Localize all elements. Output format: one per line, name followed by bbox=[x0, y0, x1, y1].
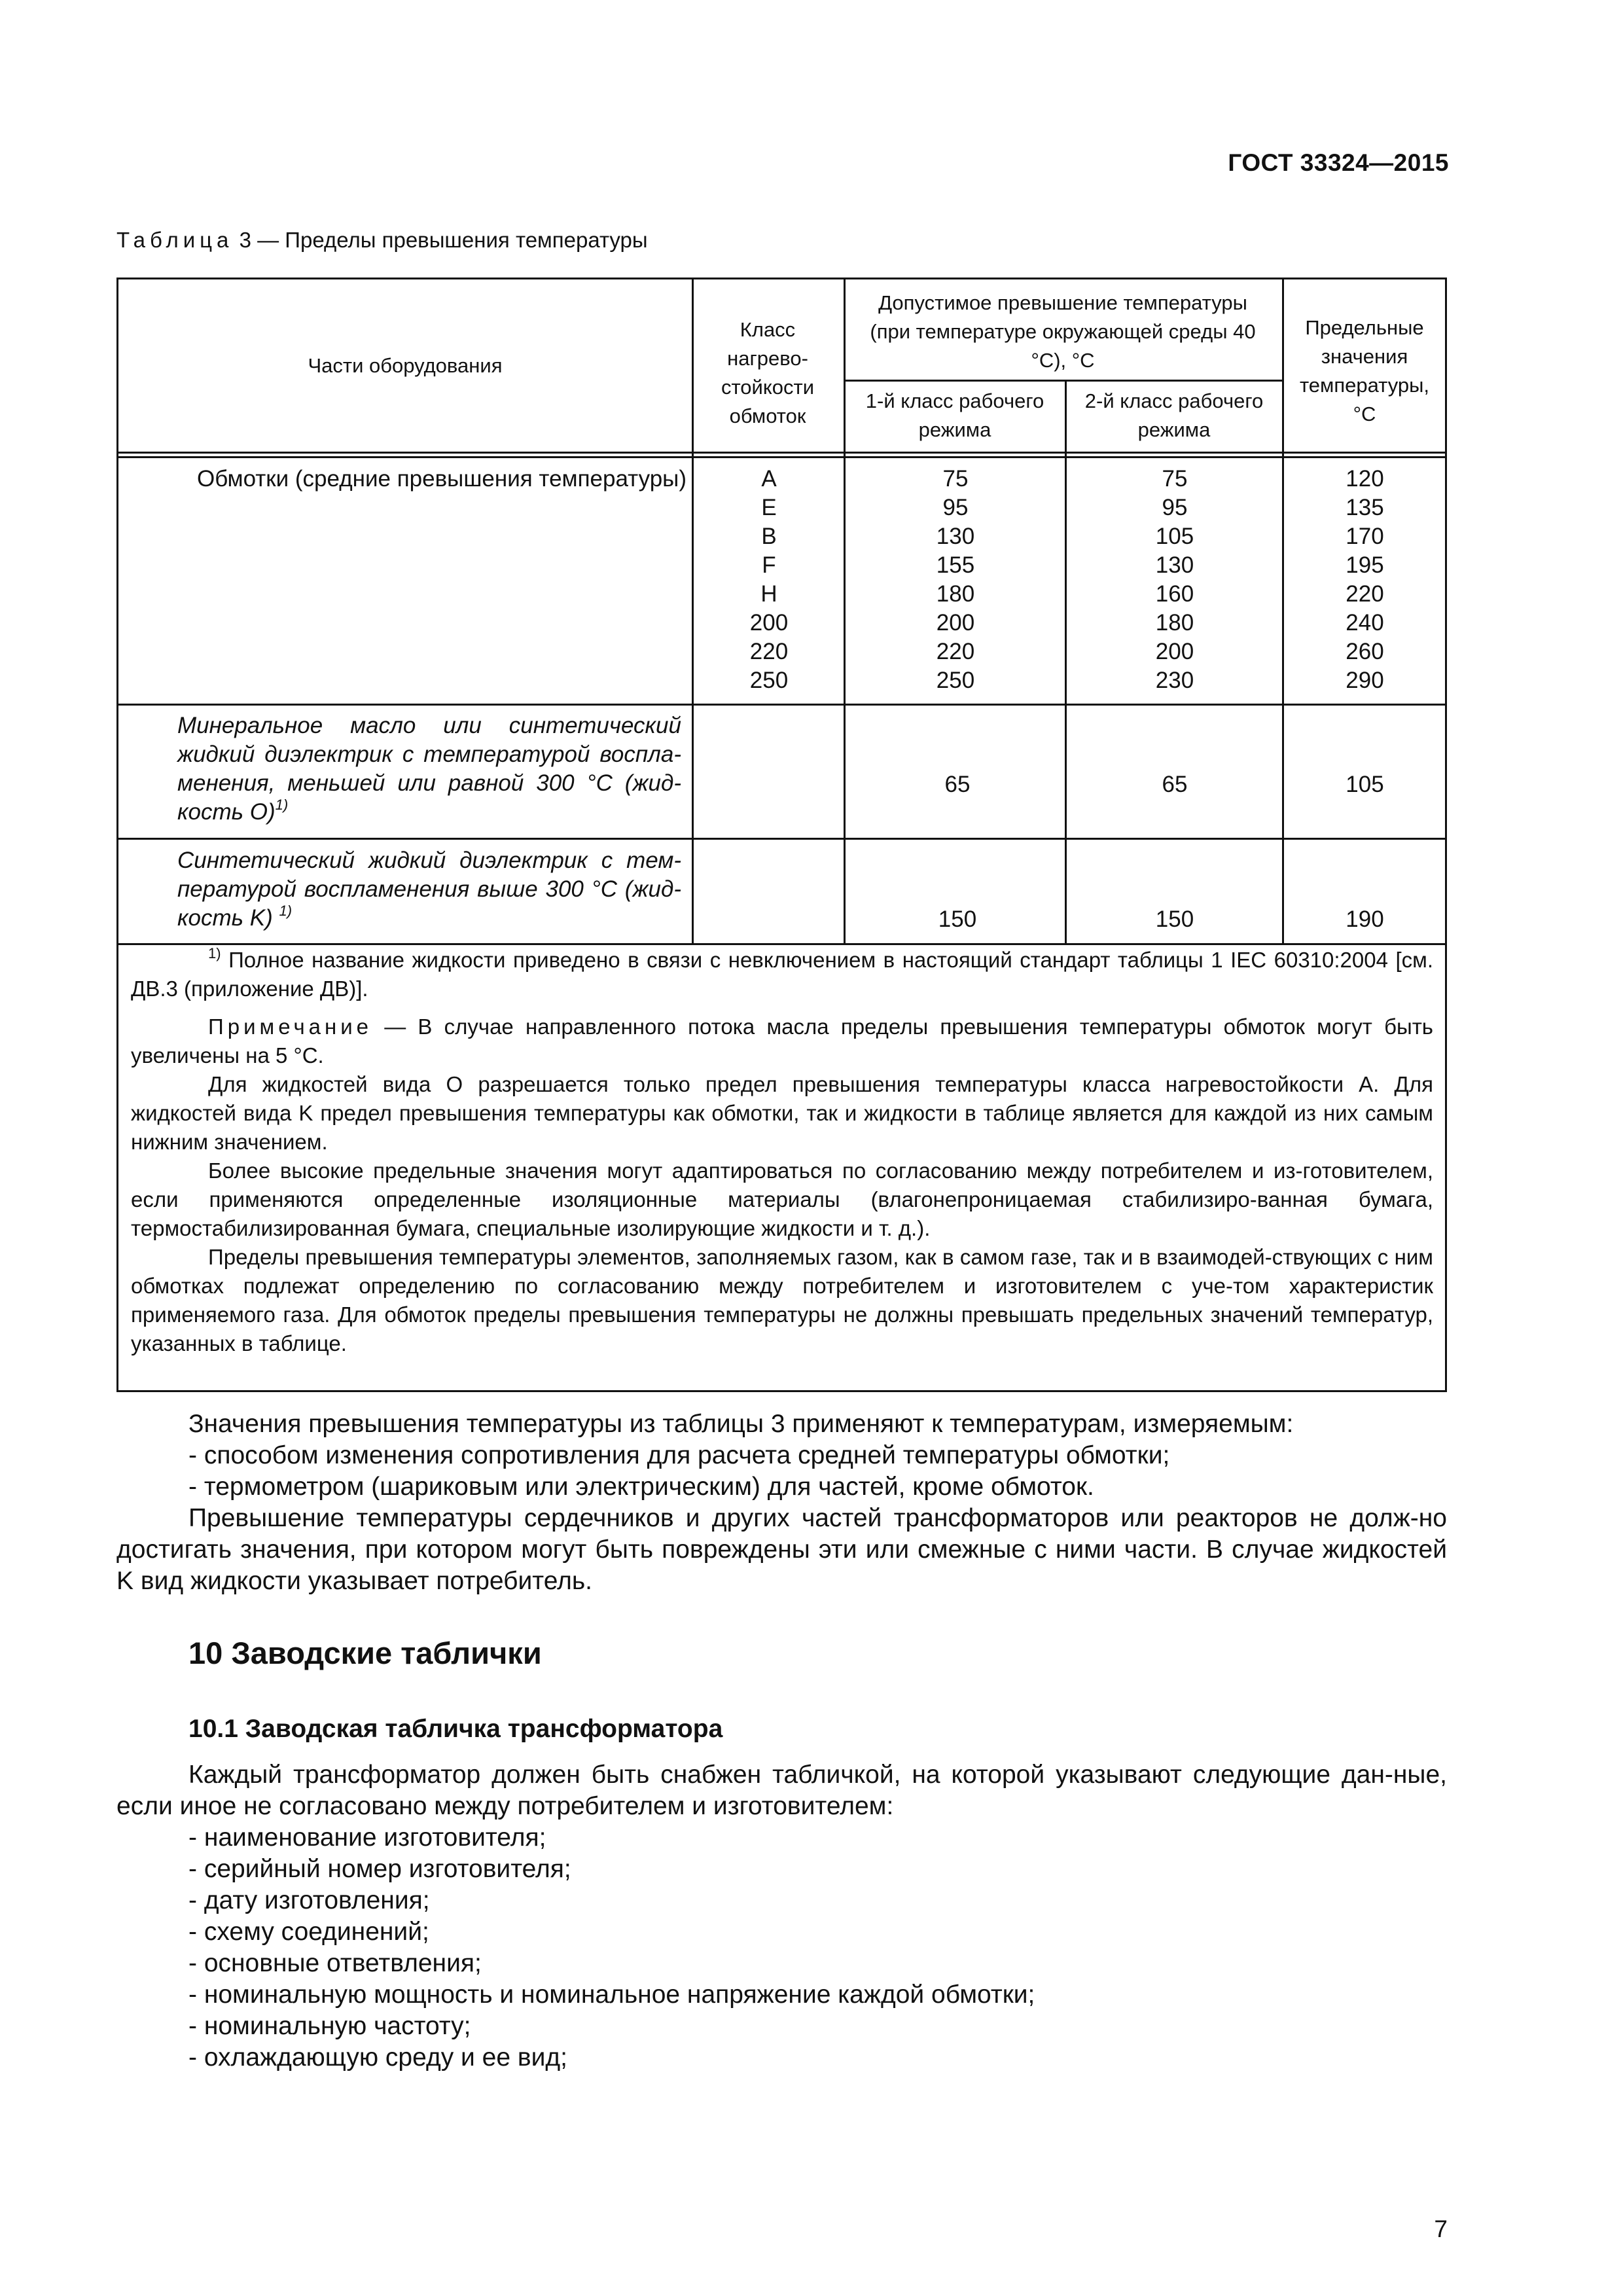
header-parts: Части оборудования bbox=[308, 354, 503, 377]
row1-classes bbox=[694, 465, 844, 695]
row1-mode2 bbox=[1067, 465, 1282, 695]
header-class: Класс нагрево-стойкости обмоток bbox=[721, 318, 815, 427]
row2-label-text: Минеральное масло или синтетический жидкий диэлектрик с температурой воспла-менения, меньшей или равной 300 °C (жид-кость О) bbox=[177, 713, 681, 825]
row2-limits: 105 bbox=[1346, 772, 1384, 797]
value: 170 bbox=[1346, 524, 1384, 549]
list-item: - термометром (шариковым или электрическим) для частей, кроме обмоток. bbox=[188, 1473, 1094, 1501]
col-divider bbox=[692, 279, 694, 943]
body-paragraph: Значения превышения температуры из таблицы 3 применяют к температурам, измеряемым: bbox=[188, 1410, 1294, 1438]
list-item: - номинальную мощность и номинальное напряжение каждой обмотки; bbox=[188, 1981, 1035, 2009]
value: H bbox=[760, 581, 777, 607]
value: B bbox=[761, 524, 777, 549]
header-limits: Предельные значения температуры, °C bbox=[1299, 316, 1430, 425]
row2-mode2: 65 bbox=[1162, 772, 1188, 797]
subsection-heading: 10.1 Заводская табличка трансформатора bbox=[188, 1715, 723, 1743]
table-caption bbox=[116, 228, 648, 253]
row3-mode1: 150 bbox=[938, 906, 977, 932]
value: 160 bbox=[1155, 581, 1194, 607]
list-item: - схему соединений; bbox=[188, 1918, 429, 1946]
row-divider bbox=[118, 943, 1445, 945]
value: 230 bbox=[1155, 668, 1194, 693]
row-divider bbox=[118, 704, 1445, 706]
table-caption-label: Таблица bbox=[116, 228, 234, 252]
value: 200 bbox=[749, 610, 789, 636]
row3-label bbox=[132, 846, 681, 933]
list-item: - наименование изготовителя; bbox=[188, 1823, 546, 1852]
section-heading: 10 Заводские таблички bbox=[188, 1636, 542, 1670]
note-paragraph: Для жидкостей вида О разрешается только предел превышения температуры класса нагревостойкости A. Для жидкостей вида K предел превышения температуры как обмотки, так и жидкости в таблице является для каждой из них самым нижним значением. bbox=[131, 1072, 1433, 1154]
row2-label bbox=[132, 711, 681, 827]
value: 220 bbox=[1346, 581, 1384, 607]
value: 200 bbox=[1155, 639, 1194, 664]
value: 250 bbox=[749, 668, 789, 693]
row-divider bbox=[118, 838, 1445, 840]
note bbox=[131, 1013, 1433, 1070]
value: 75 bbox=[1162, 466, 1188, 492]
row1-label: Обмотки (средние превышения температуры) bbox=[197, 466, 687, 492]
note-label: Примечание bbox=[208, 1014, 373, 1039]
row-divider bbox=[118, 456, 1445, 458]
page-number: 7 bbox=[1434, 2215, 1448, 2242]
body-paragraph: Превышение температуры сердечников и других частей трансформаторов или реакторов не долж-но достигать значения, при котором могут быть повреждены эти или смежные с ними части. В случае жидкостей K вид жидкости указывает потребитель. bbox=[116, 1504, 1447, 1595]
document-code: ГОСТ 33324—2015 bbox=[1228, 149, 1449, 176]
row1-limits bbox=[1285, 465, 1445, 695]
list-item: - дату изготовления; bbox=[188, 1886, 430, 1914]
value: 120 bbox=[1346, 466, 1384, 492]
value: 195 bbox=[1346, 552, 1384, 578]
col-divider bbox=[1065, 380, 1067, 943]
note-text: — В случае направленного потока масла пределы превышения температуры обмоток могут быть увеличены на 5 °C. bbox=[131, 1014, 1433, 1067]
value: 155 bbox=[936, 552, 975, 578]
body-paragraph: Каждый трансформатор должен быть снабжен табличкой, на которой указывают следующие дан-ные, если иное не согласовано между потребителем и изготовителем: bbox=[116, 1761, 1447, 1820]
section-body bbox=[116, 1759, 1447, 2073]
row3-limits: 190 bbox=[1346, 906, 1384, 932]
footnote-mark: 1) bbox=[279, 903, 293, 920]
value: E bbox=[761, 495, 777, 520]
col-divider bbox=[1282, 279, 1284, 943]
value: 105 bbox=[1155, 524, 1194, 549]
value: 200 bbox=[936, 610, 975, 636]
list-item: - номинальную частоту; bbox=[188, 2012, 471, 2040]
list-item: - охлаждающую среду и ее вид; bbox=[188, 2043, 567, 2072]
body-text bbox=[116, 1408, 1447, 1597]
value: 250 bbox=[936, 668, 975, 693]
value: 240 bbox=[1346, 610, 1384, 636]
table-notes bbox=[131, 946, 1433, 1358]
value: 180 bbox=[1155, 610, 1194, 636]
header-allowed: Допустимое превышение температуры (при температуре окружающей среды 40 °C), °C bbox=[870, 291, 1256, 372]
row2-mode1: 65 bbox=[944, 772, 971, 797]
value: 220 bbox=[936, 639, 975, 664]
list-item: - серийный номер изготовителя; bbox=[188, 1855, 571, 1883]
value: 130 bbox=[1155, 552, 1194, 578]
value: A bbox=[761, 466, 777, 492]
row1-mode1 bbox=[846, 465, 1065, 695]
header-mode2: 2-й класс рабочего режима bbox=[1084, 389, 1264, 441]
footnote-mark: 1) bbox=[208, 945, 221, 961]
table-caption-title: 3 — Пределы превышения температуры bbox=[239, 228, 648, 252]
row3-mode2: 150 bbox=[1155, 906, 1194, 932]
footnote-text: Полное название жидкости приведено в связи с невключением в настоящий стандарт таблицы 1 IEC 60310:2004 [см. ДВ.3 (приложение ДВ)]. bbox=[131, 948, 1433, 1001]
value: 135 bbox=[1346, 495, 1384, 520]
value: 290 bbox=[1346, 668, 1384, 693]
value: 75 bbox=[942, 466, 969, 492]
row-divider bbox=[118, 452, 1445, 454]
value: 95 bbox=[942, 495, 969, 520]
value: F bbox=[762, 552, 776, 578]
value: 260 bbox=[1346, 639, 1384, 664]
value: 130 bbox=[936, 524, 975, 549]
value: 180 bbox=[936, 581, 975, 607]
footnote-mark: 1) bbox=[275, 797, 289, 814]
note-paragraph: Более высокие предельные значения могут адаптироваться по согласованию между потребителем и из-готовителем, если применяются определенные изоляционные материалы (влагонепроницаемая стабилизиро-ванная бумага, термостабилизированная бумага, специальные изолирующие жидкости и т. д.). bbox=[131, 1158, 1433, 1240]
list-item: - основные ответвления; bbox=[188, 1949, 482, 1977]
footnote bbox=[131, 946, 1433, 1003]
value: 220 bbox=[749, 639, 789, 664]
list-item: - способом изменения сопротивления для расчета средней температуры обмотки; bbox=[188, 1441, 1170, 1469]
note-paragraph: Пределы превышения температуры элементов, заполняемых газом, как в самом газе, так и в взаимодей-ствующих с ним обмотках подлежат определению по согласованию между потребителем и изготовителем с уче-том характеристик применяемого газа. Для обмоток пределы превышения температуры не должны превышать предельных значений температур, указанных в таблице. bbox=[131, 1245, 1433, 1355]
row3-label-text: Синтетический жидкий диэлектрик с тем-пературой воспламенения выше 300 °C (жид-кость K) bbox=[177, 848, 681, 931]
row-divider bbox=[844, 380, 1282, 382]
value: 95 bbox=[1162, 495, 1188, 520]
header-mode1: 1-й класс рабочего режима bbox=[865, 389, 1044, 441]
